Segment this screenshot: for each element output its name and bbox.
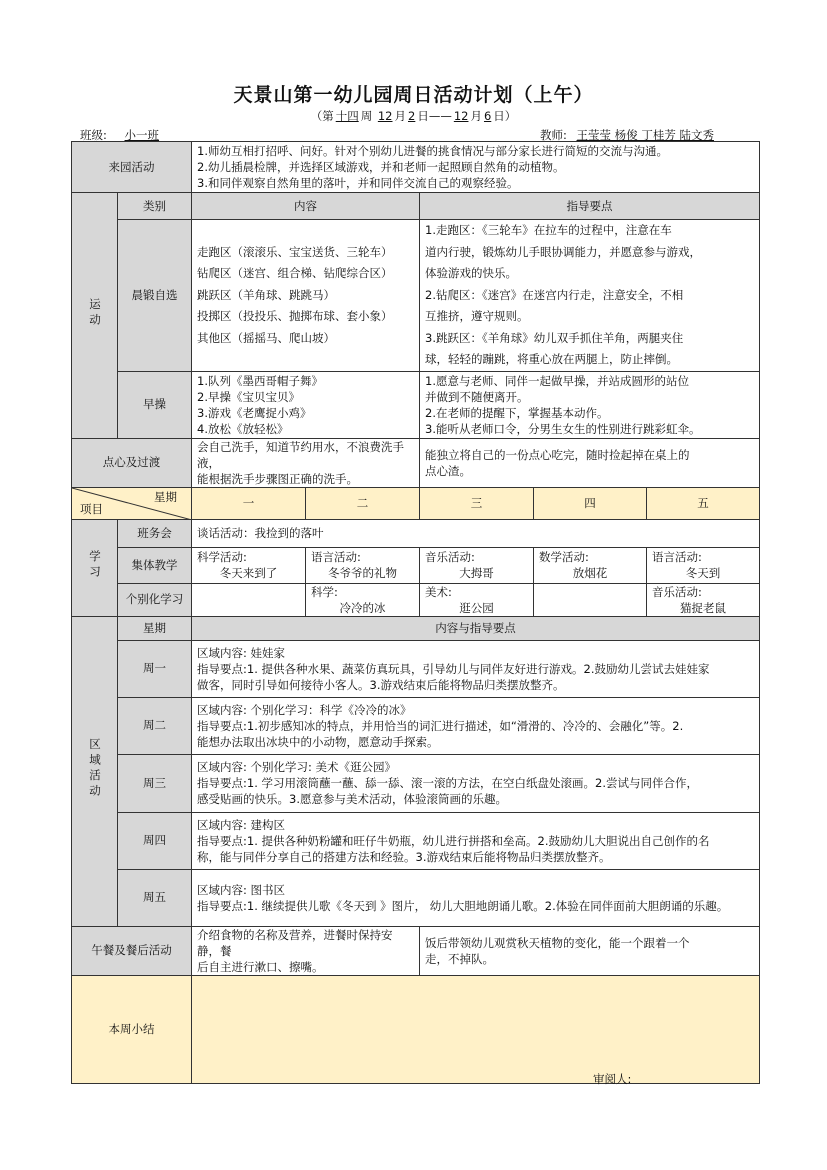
- morning-drill-tips: [420, 371, 760, 438]
- summary-content[interactable]: [192, 975, 760, 1083]
- day-header: 二: [306, 487, 420, 519]
- area-row-fri: [72, 869, 760, 926]
- tip-line: 球，轻轻的蹦跳，将重心放在两腿上，防止摔倒。: [425, 352, 678, 366]
- individual-learning-label: 个别化学习: [118, 583, 192, 616]
- area-day: 周二: [118, 697, 192, 754]
- drill-item: 1.队列《墨西哥帽子舞》: [197, 373, 323, 388]
- day-header: 三: [420, 487, 534, 519]
- day-header: 一: [192, 487, 306, 519]
- area-day: 周五: [118, 869, 192, 926]
- class-meeting-value: 谈话活动：我捡到的落叶: [192, 519, 760, 547]
- group-cell-thu: [534, 547, 647, 583]
- class-label: 班级:: [80, 128, 107, 142]
- class-meeting-label: 班务会: [118, 519, 192, 547]
- week-range: [0, 108, 827, 124]
- drill-item: 3.游戏《老鹰捉小鸡》: [197, 405, 312, 420]
- snack-label: 点心及过渡: [72, 438, 192, 487]
- subject: 音乐活动:: [425, 550, 475, 564]
- individual-cell-mon: [192, 583, 306, 616]
- content-header: 内容: [192, 193, 420, 220]
- month-char-1: 月: [394, 109, 406, 123]
- snack-right-line: 能独立将自己的一份点心吃完，随时捡起掉在桌上的: [425, 447, 690, 462]
- area-week-header: 星期: [118, 616, 192, 640]
- snack-right-line: 点心渣。: [425, 463, 471, 478]
- day-header: 五: [647, 487, 760, 519]
- exercise-header-row: [72, 193, 760, 220]
- arrival-label: 来园活动: [72, 142, 192, 193]
- area-label: 区域活动: [72, 616, 118, 926]
- area-line: 能想办法取出冰块中的小动物，愿意动手探索。: [197, 734, 439, 749]
- area-line: 指导要点:1. 提供各种奶粉罐和旺仔牛奶瓶，幼儿进行拼搭和垒高。2.鼓励幼儿大胆说出自己创作的名: [197, 833, 710, 848]
- tip-line: 并做到不随便离开。: [425, 389, 529, 404]
- start-day: 2: [408, 109, 416, 123]
- corner-week: 星期: [154, 489, 177, 504]
- activity-name: 冬天来到了: [219, 566, 278, 580]
- group-cell-fri: [647, 547, 760, 583]
- group-cell-wed: [420, 547, 534, 583]
- category-header: 类别: [118, 193, 192, 220]
- month-char-2: 月: [470, 109, 482, 123]
- arrival-row: [72, 142, 760, 193]
- activity-name: 大拇哥: [459, 566, 494, 580]
- subject: 数学活动:: [539, 550, 589, 564]
- teacher-label: 教师:: [540, 128, 567, 142]
- area-day: 周三: [118, 754, 192, 812]
- morning-drill-row: [72, 371, 760, 438]
- arrival-line: 1.师幼互相打招呼、问好。针对个别幼儿进餐的挑食情况与部分家长进行简短的交流与沟通。: [197, 144, 668, 158]
- area-line: 区域内容: 个别化学习：科学《冷冷的冰》: [197, 702, 412, 717]
- week-header-row: [72, 487, 760, 519]
- page-title: 天景山第一幼儿园周日活动计划（上午）: [233, 84, 594, 106]
- class-meeting-row: [72, 519, 760, 547]
- tip-line: 2.钻爬区：《迷宫》在迷宫内行走，注意安全，不相: [425, 287, 684, 302]
- lunch-row: [72, 926, 760, 975]
- area-content: [192, 754, 760, 812]
- snack-left-line: 能根据洗手步骤图正确的洗手。: [197, 471, 358, 486]
- subtitle-open: （第: [310, 109, 334, 123]
- start-month: 12: [377, 109, 393, 123]
- activity-name: 冷冷的冰: [339, 600, 386, 615]
- end-month: 12: [453, 109, 469, 123]
- exercise-label: 运动: [72, 193, 118, 439]
- area-line: 区域内容: 图书区: [197, 882, 286, 897]
- subject: 语言活动:: [311, 550, 361, 564]
- group-teaching-label: 集体教学: [118, 547, 192, 583]
- lunch-right: [420, 926, 760, 975]
- area-line: 指导要点:1. 提供各种水果、蔬菜仿真玩具，引导幼儿与同伴友好进行游戏。2.鼓励幼儿尝试去娃娃家: [197, 661, 710, 676]
- subject: 科学活动:: [197, 550, 247, 564]
- morning-exercise-label: 晨锻自选: [118, 220, 192, 372]
- area-line: 指导要点:1.初步感知冰的特点，并用恰当的词汇进行描述，如“滑滑的、冷冷的、会融化”等。2.: [197, 718, 684, 733]
- lunch-right-line: 饭后带领幼儿观赏秋天植物的变化，能一个跟着一个: [425, 935, 690, 950]
- individual-cell-tue: [306, 583, 420, 616]
- group-cell-tue: [306, 547, 420, 583]
- activity-name: 冬天到: [685, 566, 721, 580]
- subtitle-week: 周: [360, 109, 373, 123]
- lunch-label: 午餐及餐后活动: [72, 926, 192, 975]
- drill-item: 4.放松《放轻松》: [197, 421, 289, 436]
- morning-drill-content: [192, 371, 420, 438]
- corner-item: 项目: [80, 501, 103, 516]
- group-teaching-row: [72, 547, 760, 583]
- individual-cell-fri: [647, 583, 760, 616]
- area-row-tue: [72, 697, 760, 754]
- day-header: 四: [534, 487, 647, 519]
- week-number: 十四: [335, 109, 359, 123]
- teacher-value: 王莹莹 杨俊 丁桂芳 陆文秀: [576, 128, 714, 142]
- area-line: 做客，同时引导如何接待小客人。3.游戏结束后能将物品归类摆放整齐。: [197, 677, 565, 692]
- area-content-header: 内容与指导要点: [192, 616, 760, 640]
- area-line: 区域内容: 娃娃家: [197, 645, 286, 660]
- individual-cell-wed: [420, 583, 534, 616]
- summary-label: 本周小结: [72, 975, 192, 1083]
- activity-plan-table: [71, 141, 760, 1084]
- subject: 音乐活动:: [652, 584, 702, 599]
- end-day: 6: [483, 109, 492, 123]
- tip-line: 3.能听从老师口令，分男生女生的性别进行跳彩虹伞。: [425, 421, 701, 436]
- area-content: [192, 812, 760, 869]
- zone-item: 走跑区（滚滚乐、宝宝送货、三轮车）: [197, 244, 393, 259]
- day-char-1: 日: [417, 109, 429, 123]
- lunch-left-line: 介绍食物的名称及营养，进餐时保持安静，餐: [197, 927, 393, 958]
- snack-row: [72, 438, 760, 487]
- study-label: 学习: [72, 519, 118, 616]
- area-row-wed: [72, 754, 760, 812]
- lunch-left: [192, 926, 420, 975]
- zone-item: 其他区（摇摇马、爬山坡）: [197, 330, 335, 345]
- drill-item: 2.早操《宝贝宝贝》: [197, 389, 300, 404]
- area-line: 指导要点:1. 继续提供儿歌《冬天到 》图片， 幼儿大胆地朗诵儿歌。2.体验在同伴面前大胆朗诵的乐趣。: [197, 898, 729, 913]
- area-line: 感受贴画的快乐。3.愿意参与美术活动，体验滚筒画的乐趣。: [197, 792, 507, 806]
- activity-name: 放烟花: [572, 566, 608, 580]
- tip-line: 道内行驶，锻炼幼儿手眼协调能力，并愿意参与游戏，: [425, 244, 701, 259]
- area-row-mon: [72, 640, 760, 697]
- subject: 美术:: [425, 584, 452, 599]
- area-header-row: [72, 616, 760, 640]
- reviewer-label: 审阅人:: [593, 1072, 632, 1086]
- area-line: 指导要点:1. 学习用滚筒蘸一蘸、舔一舔、滚一滚的方法，在空白纸盘处滚画。2.尝试与同伴合作，: [197, 776, 698, 790]
- arrival-line: 3.和同伴观察自然角里的落叶，并和同伴交流自己的观察经验。: [197, 176, 519, 190]
- area-day: 周四: [118, 812, 192, 869]
- tip-line: 互推挤，遵守规则。: [425, 309, 529, 323]
- area-content: [192, 697, 760, 754]
- zone-item: 跳跃区（羊角球、跳跳马）: [197, 287, 335, 302]
- activity-name: 猫捉老鼠: [680, 600, 726, 615]
- subject: 语言活动:: [652, 550, 702, 564]
- morning-exercise-row: [72, 220, 760, 372]
- tip-line: 3.跳跃区：《羊角球》幼儿双手抓住羊角，两腿夹住: [425, 330, 684, 345]
- range-dash: ——: [428, 109, 452, 123]
- area-row-thu: [72, 812, 760, 869]
- individual-learning-row: [72, 583, 760, 616]
- individual-cell-thu: [534, 583, 647, 616]
- arrival-content: [192, 142, 760, 193]
- area-line: 区域内容: 建构区: [197, 817, 286, 832]
- week-item-corner: [72, 487, 192, 519]
- tips-header: 指导要点: [420, 193, 760, 220]
- lunch-right-line: 走，不掉队。: [425, 951, 494, 966]
- tip-line: 1.愿意与老师、同伴一起做早操，并站成圆形的站位: [425, 373, 689, 388]
- morning-exercise-content: [192, 220, 420, 372]
- summary-row: [72, 975, 760, 1083]
- morning-drill-label: 早操: [118, 371, 192, 438]
- area-content: [192, 640, 760, 697]
- tip-line: 1.走跑区：《三轮车》在拉车的过程中，注意在车: [425, 223, 672, 237]
- area-line: 称，能与同伴分享自己的搭建方法和经验。3.游戏结束后能将物品归类摆放整齐。: [197, 849, 611, 864]
- class-value: 小一班: [124, 128, 160, 142]
- subject: 科学:: [311, 584, 338, 599]
- group-cell-mon: [192, 547, 306, 583]
- zone-item: 钻爬区（迷宫、组合梯、钻爬综合区）: [197, 266, 393, 280]
- snack-right: [420, 438, 760, 487]
- arrival-line: 2.幼儿插晨检牌，并选择区域游戏，并和老师一起照顾自然角的动植物。: [197, 160, 565, 174]
- morning-exercise-tips: [420, 220, 760, 372]
- area-line: 区域内容: 个别化学习: 美术《逛公园》: [197, 760, 397, 774]
- snack-left-line: 会自己洗手，知道节约用水，不浪费洗手液，: [197, 439, 404, 470]
- subtitle-close: ）: [504, 109, 517, 123]
- area-content: [192, 869, 760, 926]
- activity-name: 冬爷爷的礼物: [328, 566, 397, 580]
- zone-item: 投掷区（投投乐、抛掷布球、套小象）: [197, 309, 393, 323]
- area-day: 周一: [118, 640, 192, 697]
- day-char-2: 日: [493, 109, 505, 123]
- activity-name: 逛公园: [459, 600, 494, 615]
- tip-line: 2.在老师的提醒下，掌握基本动作。: [425, 405, 609, 420]
- snack-left: [192, 438, 420, 487]
- tip-line: 体验游戏的快乐。: [425, 266, 517, 280]
- lunch-left-line: 后自主进行漱口、擦嘴。: [197, 959, 324, 974]
